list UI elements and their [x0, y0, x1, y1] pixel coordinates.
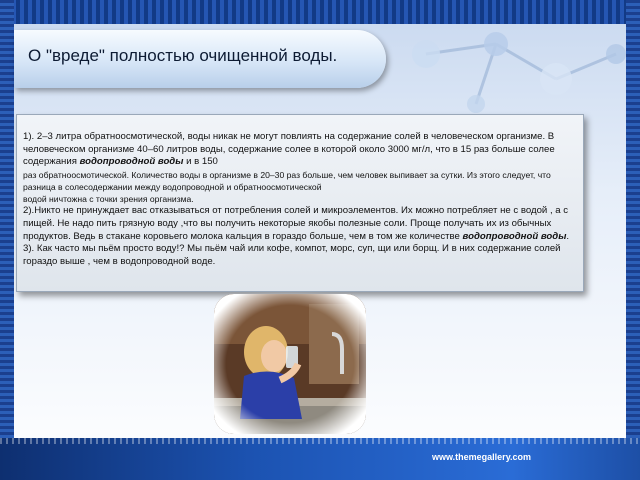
paragraph-2-end: .	[566, 230, 570, 242]
bottom-decorative-band	[0, 438, 640, 480]
girl-drinking-water-photo	[214, 294, 366, 434]
paragraph-1-small: раз обратноосмотической. Количество воды в организме в 20–30 раз больше, чем человек выпивает за сутки. Из этого следует, что разница в солесодержании между водопроводной и обратноосмотической	[23, 169, 551, 192]
paragraph-2	[23, 205, 579, 243]
footer-url: www.themegallery.com	[432, 452, 532, 462]
paragraph-1-text: 1). 2–3 литра обратноосмотической, воды никак не могут повлиять на содержание солей в человеческом организме. В человеческом организме 40–60 литров воды, содержание солее в которой около 3000 мг/л, что в 15 раз больше солее содержания	[23, 131, 555, 168]
content-text	[23, 131, 579, 268]
paragraph-1-conclusion: водой ничтожна с точки зрения организма.	[23, 194, 194, 205]
paragraph-3: 3). Как часто мы пьём просто воду!? Мы пьём чай или кофе, компот, морс, суп, щи или борщ. И в них содержание солей гораздо выше , чем в водопроводной воде.	[23, 243, 561, 267]
molecule-decoration	[386, 24, 636, 124]
top-decorative-band	[0, 0, 640, 24]
left-decorative-strip	[0, 0, 14, 480]
slide-title: О "вреде" полностью очищенной воды.	[28, 46, 338, 65]
tap-water-emphasis-2: водопроводной воды	[462, 230, 567, 242]
paragraph-2-text: 2).Никто не принуждает вас отказываться от потребления солей и микроэлементов. Их можно потребляет не с водой , а с пищей. Не надо пить грязную воду ,что вы получить некоторые якобы полезные соли. Проще получать их из обычных продуктов. Ведь в стакане коровьего молока кальция в гораздо больше, чем в том же количестве	[23, 205, 569, 242]
tap-water-emphasis: водопроводной воды	[79, 156, 184, 168]
paragraph-1-text-tail: и в 150	[183, 156, 218, 168]
paragraph-1	[23, 131, 579, 169]
